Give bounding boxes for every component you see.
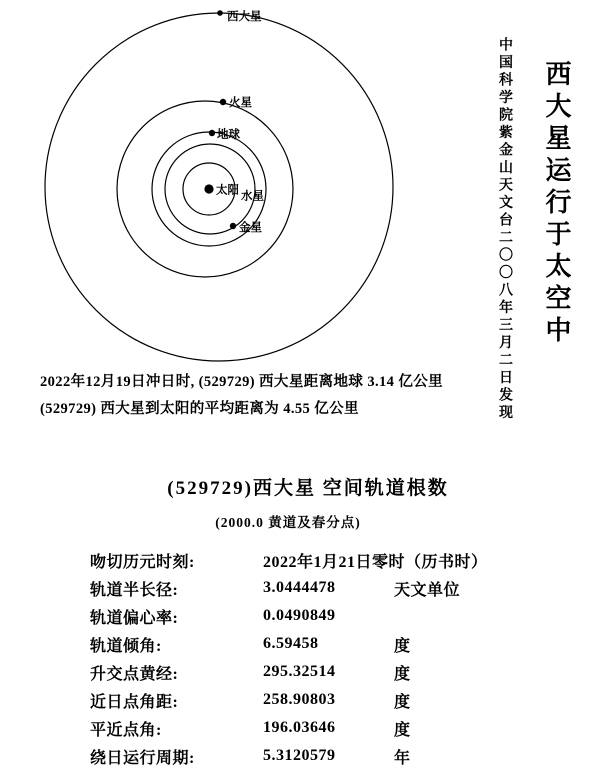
table-subtitle: (2000.0 黄道及春分点) <box>215 515 361 530</box>
table-title: (529729)西大星 空间轨道根数 <box>167 478 449 499</box>
sun-dot <box>204 184 213 193</box>
row-unit: 度 <box>394 665 411 683</box>
row-unit: 度 <box>394 693 411 711</box>
earth-dot <box>209 130 215 136</box>
sun-label: 太阳 <box>216 184 239 197</box>
xidaxing-label: 西大星 <box>227 11 262 23</box>
row-value: 196.03646 <box>263 719 336 736</box>
row-unit: 天文单位 <box>394 581 461 599</box>
row-unit: 度 <box>394 721 411 739</box>
figure-captions <box>40 369 443 423</box>
venus-label: 金星 <box>239 222 262 234</box>
orbital-elements-table <box>90 546 488 770</box>
table-row <box>90 742 460 770</box>
table-row <box>90 686 460 714</box>
table-row <box>90 630 460 658</box>
table-row <box>90 574 460 602</box>
row-value: 5.3120579 <box>263 747 336 764</box>
venus-dot <box>230 223 236 229</box>
caption-mean-distance: (529729) 西大星到太阳的平均距离为 4.55 亿公里 <box>40 401 359 417</box>
mars-label: 火星 <box>229 97 252 109</box>
mercury-label: 水星 <box>241 190 264 203</box>
xidaxing-dot <box>217 10 223 16</box>
row-value: 3.0444478 <box>263 579 336 596</box>
row-unit: 年 <box>394 749 411 767</box>
row-label: 近日点角距: <box>90 693 179 711</box>
orbit-diagram <box>0 0 470 368</box>
caption-opposition-distance: 2022年12月19日冲日时, (529729) 西大星距离地球 3.14 亿公里 <box>40 374 444 390</box>
row-value: 2022年1月21日零时（历书时） <box>263 553 488 571</box>
row-label: 吻切历元时刻: <box>90 553 195 571</box>
table-row <box>90 658 460 686</box>
row-label: 轨道偏心率: <box>90 609 179 627</box>
row-label: 轨道倾角: <box>90 637 162 655</box>
row-label: 绕日运行周期: <box>90 749 195 767</box>
row-value: 0.0490849 <box>263 607 336 624</box>
row-value: 295.32514 <box>263 663 336 680</box>
table-row <box>90 714 460 742</box>
row-label: 平近点角: <box>90 721 162 739</box>
earth-label: 地球 <box>217 129 240 141</box>
row-value: 6.59458 <box>263 635 319 652</box>
row-label: 升交点黄经: <box>90 665 179 683</box>
row-unit: 度 <box>394 637 411 655</box>
table-row <box>90 546 488 574</box>
table-row <box>90 602 460 630</box>
headline-vertical-text: 西大星运行于太空中 <box>542 60 571 348</box>
discovery-credit-vertical-text: 中国科学院紫金山天文台二〇〇八年三月二日发现 <box>497 37 512 422</box>
row-label: 轨道半长径: <box>90 581 179 599</box>
row-value: 258.90803 <box>263 691 336 708</box>
mars-dot <box>220 99 226 105</box>
